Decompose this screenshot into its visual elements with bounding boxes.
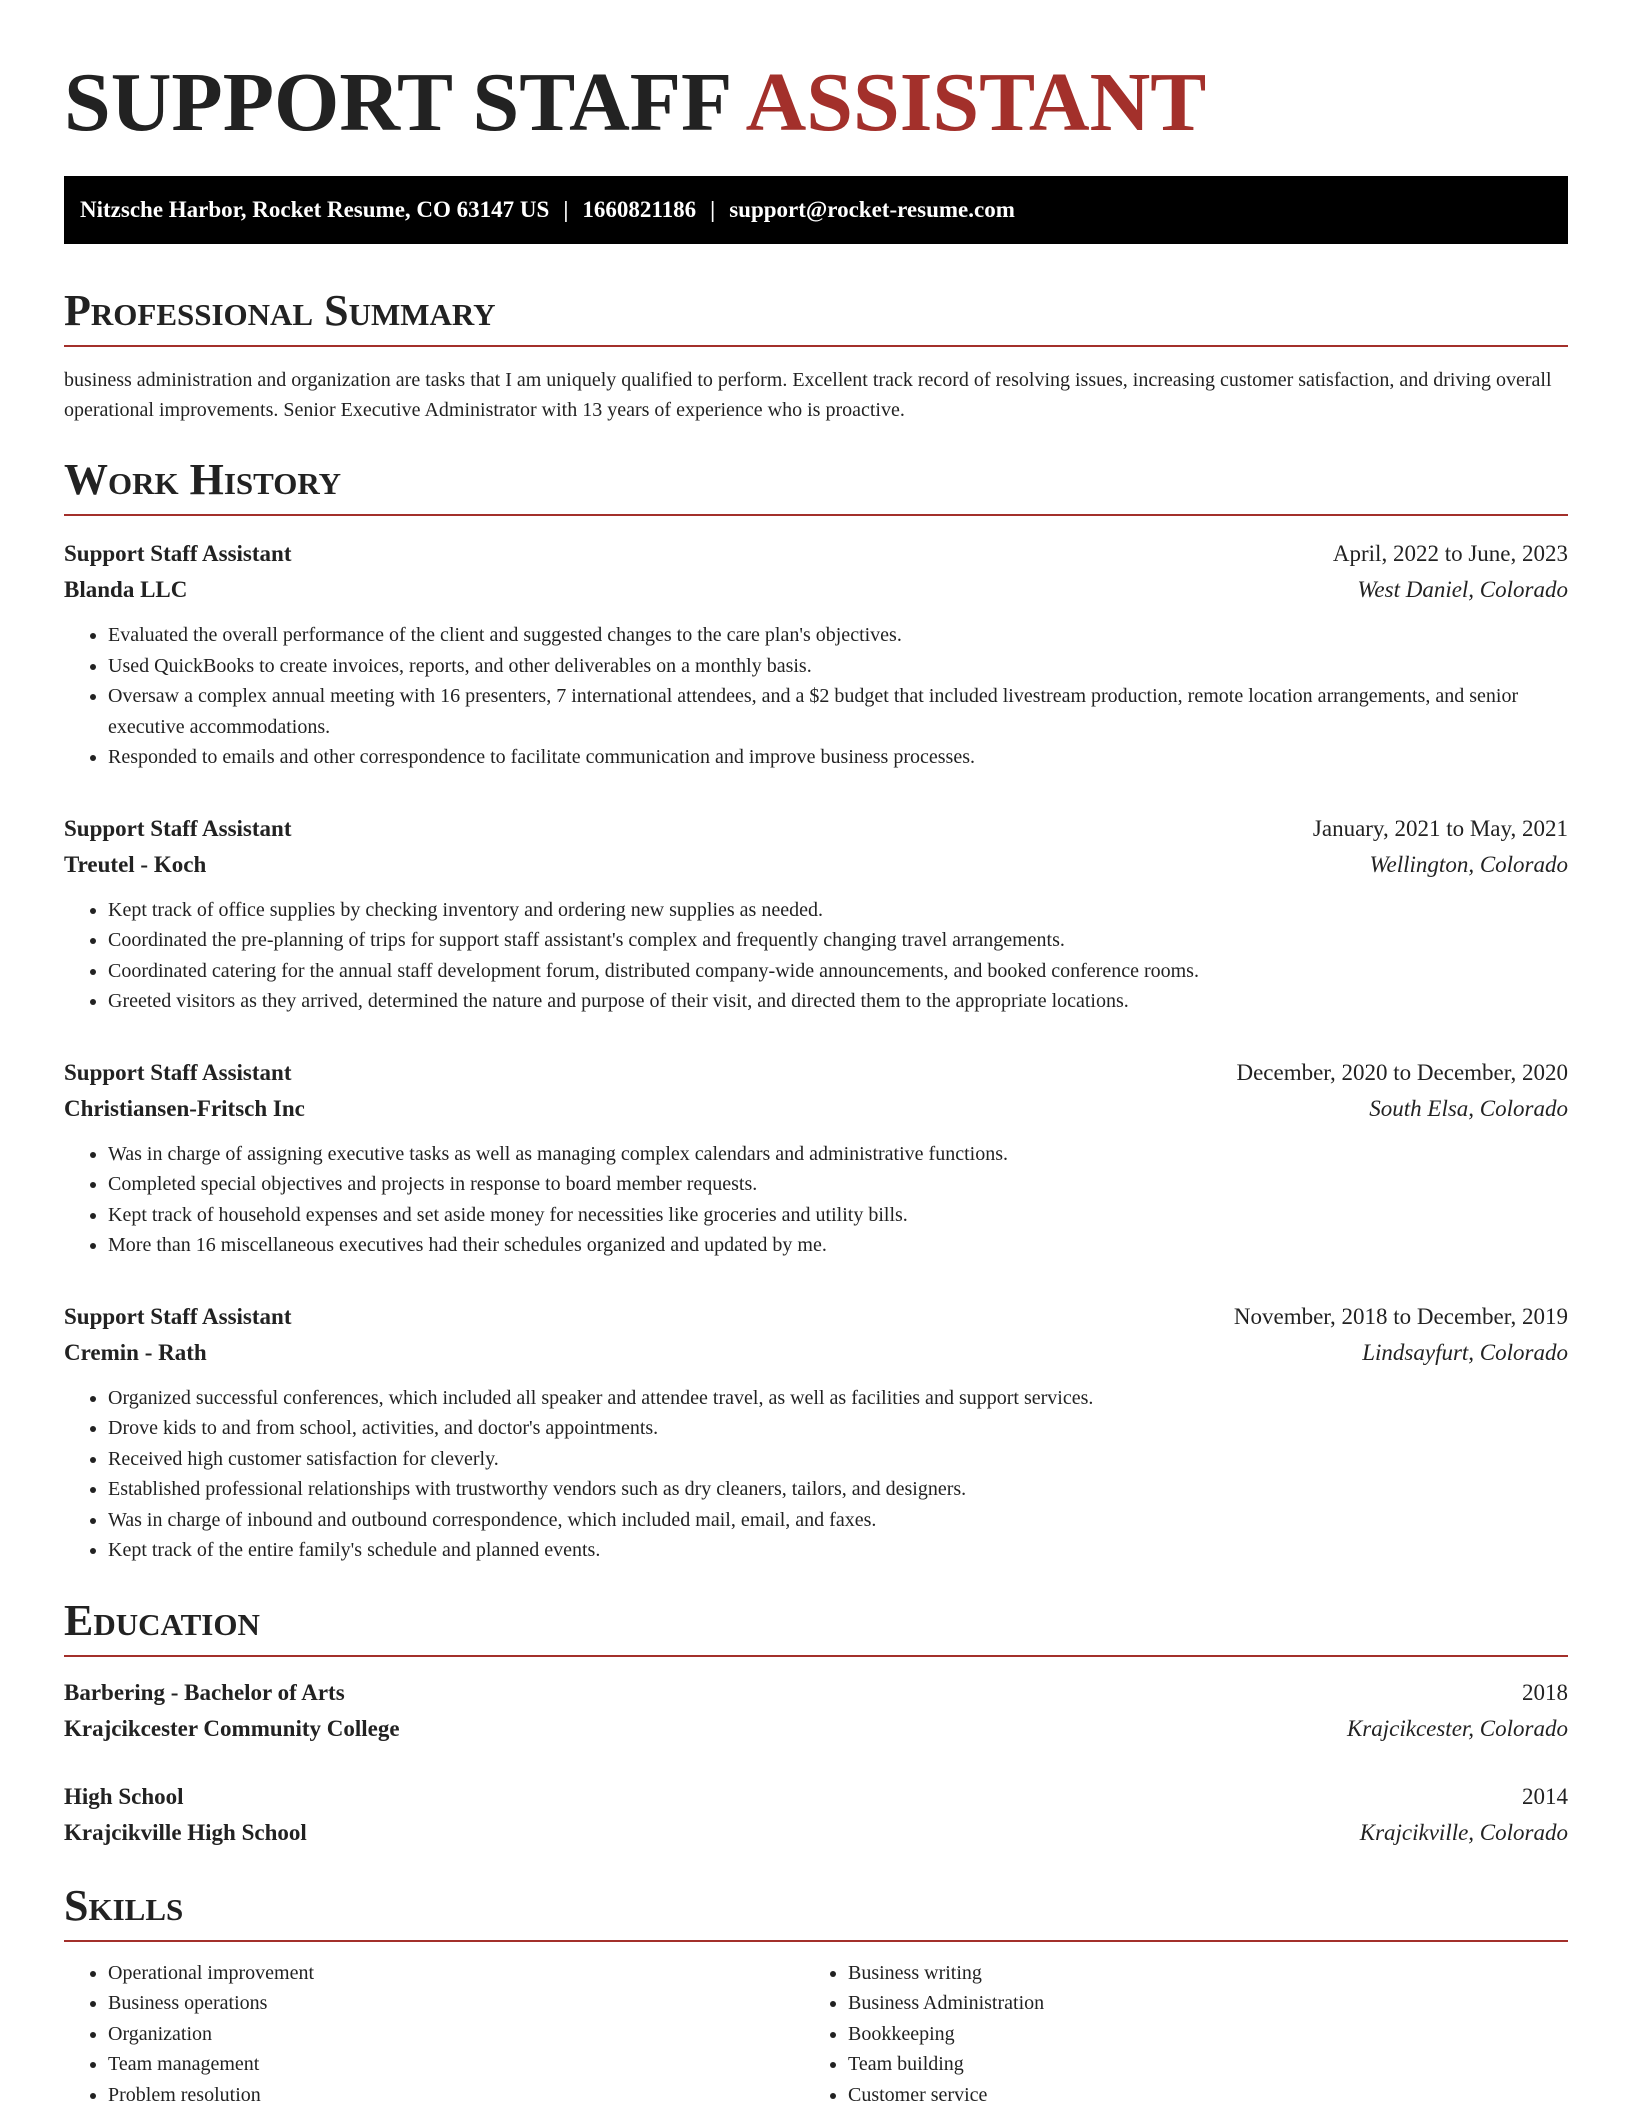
job-dates: January, 2021 to May, 2021 bbox=[1312, 815, 1568, 841]
skills-heading: Skills bbox=[64, 1881, 1568, 1942]
job-company: Blanda LLC bbox=[64, 577, 188, 602]
education-heading: Education bbox=[64, 1596, 1568, 1657]
job-entry bbox=[64, 1299, 1568, 1566]
job-location: West Daniel, Colorado bbox=[1357, 577, 1568, 602]
job-location: South Elsa, Colorado bbox=[1369, 1095, 1568, 1121]
job-dates: December, 2020 to December, 2020 bbox=[1236, 1059, 1568, 1085]
skill-item: • Organization bbox=[108, 2019, 804, 2050]
education-entry bbox=[64, 1675, 1568, 1747]
edu-location: Krajcikville, Colorado bbox=[1359, 1819, 1568, 1845]
skills-column-left bbox=[64, 1958, 804, 2111]
resume-name bbox=[64, 0, 1568, 148]
job-role: Support Staff Assistant bbox=[64, 1059, 292, 1085]
job-entry bbox=[64, 536, 1568, 773]
skills-list bbox=[64, 1958, 1568, 2111]
summary-heading: Professional Summary bbox=[64, 286, 1568, 347]
work-history-heading: Work History bbox=[64, 455, 1568, 516]
job-company: Christiansen-Fritsch Inc bbox=[64, 1095, 305, 1121]
job-bullets bbox=[64, 895, 1568, 1017]
job-location: Wellington, Colorado bbox=[1369, 851, 1568, 877]
job-bullet: • Oversaw a complex annual meeting with 16 presenters, 7 international attendees, and a $2 budget that included livestream production, remote location arrangements, and senior executive accommodations. bbox=[108, 681, 1568, 742]
job-bullets bbox=[64, 1383, 1568, 1566]
resume-page bbox=[64, 0, 1568, 2110]
education-entry bbox=[64, 1779, 1568, 1851]
skill-item: • Business Administration bbox=[848, 1988, 1544, 2019]
skill-item: • Business operations bbox=[108, 1988, 804, 2019]
edu-school: Krajcikville High School bbox=[64, 1819, 307, 1845]
summary-text: business administration and organization are tasks that I am uniquely qualified to perform. Excellent track record of resolving issues, increasing customer satisfaction, and driving overall operational improvements. Senior Executive Administrator with 13 years of experience who is proactive. bbox=[64, 369, 1552, 421]
job-bullets bbox=[64, 1139, 1568, 1261]
job-bullet: • Used QuickBooks to create invoices, reports, and other deliverables on a monthly basis. bbox=[108, 651, 1568, 682]
job-bullet: • Kept track of household expenses and set aside money for necessities like groceries and utility bills. bbox=[108, 1200, 1568, 1231]
edu-degree: Barbering - Bachelor of Arts bbox=[64, 1679, 345, 1705]
job-bullet: • Kept track of the entire family's schedule and planned events. bbox=[108, 1535, 1568, 1566]
job-bullet: • Was in charge of inbound and outbound correspondence, which included mail, email, and faxes. bbox=[108, 1505, 1568, 1536]
contact-bar bbox=[64, 176, 1568, 244]
job-company: Cremin - Rath bbox=[64, 1339, 207, 1365]
name-part-1: SUPPORT STAFF bbox=[64, 56, 730, 149]
job-bullet: • Greeted visitors as they arrived, determined the nature and purpose of their visit, and directed them to the appropriate locations. bbox=[108, 986, 1568, 1017]
job-bullet: • Drove kids to and from school, activities, and doctor's appointments. bbox=[108, 1413, 1568, 1444]
job-bullet: • Coordinated catering for the annual staff development forum, distributed company-wide announcements, and booked conference rooms. bbox=[108, 956, 1568, 987]
job-bullet: • Responded to emails and other correspondence to facilitate communication and improve business processes. bbox=[108, 742, 1568, 773]
job-entry bbox=[64, 1055, 1568, 1261]
skill-item: • Customer service bbox=[848, 2080, 1544, 2111]
job-bullet: • Was in charge of assigning executive tasks as well as managing complex calendars and administrative functions. bbox=[108, 1139, 1568, 1170]
job-bullet: • More than 16 miscellaneous executives had their schedules organized and updated by me. bbox=[108, 1230, 1568, 1261]
contact-phone: 1660821186 bbox=[582, 197, 697, 222]
edu-degree: High School bbox=[64, 1783, 184, 1809]
skill-item: • Team management bbox=[108, 2049, 804, 2080]
contact-separator: | bbox=[710, 197, 716, 222]
skill-item: • Problem resolution bbox=[108, 2080, 804, 2111]
job-dates: April, 2022 to June, 2023 bbox=[1332, 541, 1568, 566]
job-bullet: • Established professional relationships with trustworthy vendors such as dry cleaners, tailors, and designers. bbox=[108, 1474, 1568, 1505]
job-bullet: • Organized successful conferences, which included all speaker and attendee travel, as well as facilities and support services. bbox=[108, 1383, 1568, 1414]
job-bullets bbox=[64, 620, 1568, 773]
job-bullet: • Evaluated the overall performance of the client and suggested changes to the care plan's objectives. bbox=[108, 620, 1568, 651]
edu-school: Krajcikcester Community College bbox=[64, 1715, 400, 1741]
job-company: Treutel - Koch bbox=[64, 851, 207, 877]
contact-email: support@rocket-resume.com bbox=[729, 197, 1015, 222]
name-part-2: ASSISTANT bbox=[745, 56, 1207, 149]
job-bullet: • Received high customer satisfaction for cleverly. bbox=[108, 1444, 1568, 1475]
contact-separator: | bbox=[563, 197, 569, 222]
skill-item: • Business writing bbox=[848, 1958, 1544, 1989]
skills-column-right bbox=[804, 1958, 1544, 2111]
edu-year: 2014 bbox=[1522, 1783, 1568, 1809]
job-entry bbox=[64, 811, 1568, 1017]
edu-location: Krajcikcester, Colorado bbox=[1346, 1715, 1568, 1741]
job-bullet: • Coordinated the pre-planning of trips for support staff assistant's complex and frequently changing travel arrangements. bbox=[108, 925, 1568, 956]
contact-address: Nitzsche Harbor, Rocket Resume, CO 63147 US bbox=[80, 197, 550, 222]
skill-item: • Bookkeeping bbox=[848, 2019, 1544, 2050]
job-bullet: • Completed special objectives and projects in response to board member requests. bbox=[108, 1169, 1568, 1200]
job-bullet: • Kept track of office supplies by checking inventory and ordering new supplies as needed. bbox=[108, 895, 1568, 926]
job-role: Support Staff Assistant bbox=[64, 541, 292, 566]
skill-item: • Team building bbox=[848, 2049, 1544, 2080]
skill-item: • Operational improvement bbox=[108, 1958, 804, 1989]
edu-year: 2018 bbox=[1522, 1679, 1568, 1705]
job-location: Lindsayfurt, Colorado bbox=[1362, 1339, 1568, 1365]
job-role: Support Staff Assistant bbox=[64, 815, 292, 841]
job-dates: November, 2018 to December, 2019 bbox=[1233, 1303, 1568, 1329]
job-role: Support Staff Assistant bbox=[64, 1303, 292, 1329]
